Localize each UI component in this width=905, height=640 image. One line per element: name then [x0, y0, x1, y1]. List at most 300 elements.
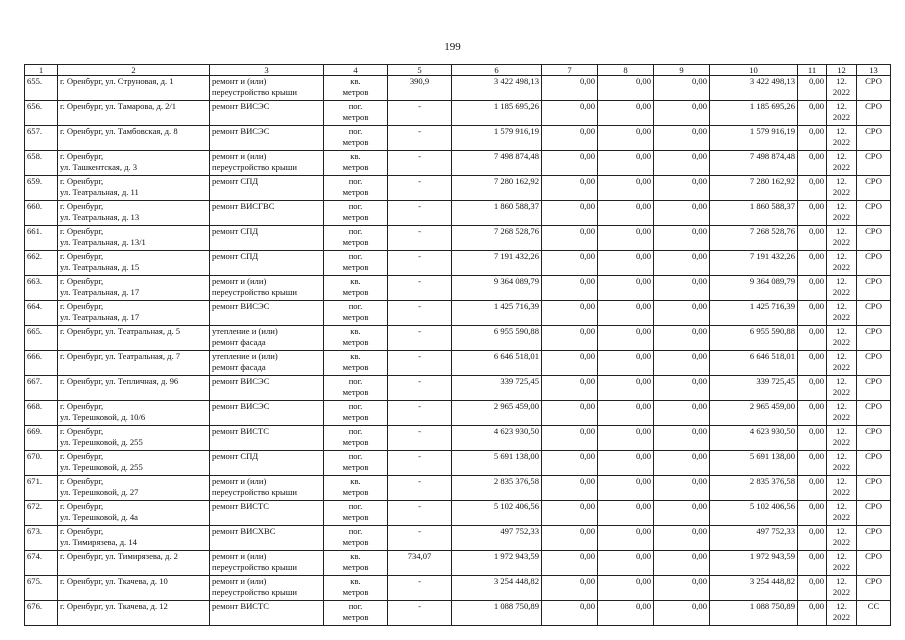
work-type-cell: [210, 301, 324, 326]
funding-cell: [542, 501, 598, 526]
method-cell: [857, 326, 891, 351]
row-number: [25, 301, 58, 326]
date-cell-line: 12.: [836, 576, 847, 586]
method-cell-line: СРО: [865, 151, 882, 161]
cost-cell-line: 7 268 528,76: [493, 226, 539, 236]
method-cell-line: СРО: [865, 101, 882, 111]
total-cell: [710, 201, 798, 226]
funding-cell: [598, 351, 654, 376]
volume-cell: [388, 176, 452, 201]
method-cell: [857, 201, 891, 226]
work-type-cell-line: переустройство крыши: [212, 561, 297, 572]
cost-cell: [452, 201, 542, 226]
total-cell-line: 1 088 750,89: [749, 601, 795, 611]
funding-cell-line: 0,00: [808, 351, 824, 361]
unit-cell: [324, 76, 388, 101]
row-number-line: 674.: [27, 551, 43, 561]
unit-cell-line: метров: [342, 86, 369, 97]
date-cell-line: 12.: [836, 226, 847, 236]
work-type-cell-line: ремонт ВИСТС: [212, 426, 270, 436]
column-number: 2: [58, 65, 210, 76]
unit-cell-line: пог.: [348, 426, 363, 436]
row-number-line: 670.: [27, 451, 43, 461]
funding-cell-line: 0,00: [579, 551, 595, 561]
method-cell-line: СРО: [865, 126, 882, 136]
work-type-cell: [210, 551, 324, 576]
unit-cell-line: метров: [342, 336, 369, 347]
funding-cell-line: 0,00: [579, 251, 595, 261]
funding-cell: [542, 126, 598, 151]
unit-cell: [324, 201, 388, 226]
unit-cell-line: пог.: [348, 601, 363, 611]
address-cell-line: ул. Терешковой, д. 27: [60, 486, 139, 497]
table-row: [25, 276, 891, 301]
method-cell-line: СРО: [865, 351, 882, 361]
funding-cell-line: 0,00: [691, 101, 707, 111]
address-cell-line: г. Оренбург, ул. Театральная, д. 5: [60, 326, 181, 336]
cost-cell: [452, 301, 542, 326]
column-number: 10: [710, 65, 798, 76]
date-cell: [827, 276, 857, 301]
address-cell-line: ул. Терешковой, д. 255: [60, 461, 143, 472]
funding-cell-line: 0,00: [635, 501, 651, 511]
funding-cell-line: 0,00: [579, 576, 595, 586]
unit-cell: [324, 601, 388, 626]
table-row: [25, 351, 891, 376]
method-cell: [857, 576, 891, 601]
volume-cell-line: -: [418, 576, 421, 586]
work-type-cell: [210, 351, 324, 376]
total-cell: [710, 551, 798, 576]
method-cell: [857, 526, 891, 551]
work-type-cell: [210, 476, 324, 501]
column-number: 9: [654, 65, 710, 76]
date-cell-line: 12.: [836, 176, 847, 186]
funding-cell: [542, 576, 598, 601]
method-cell-line: СРО: [865, 176, 882, 186]
table-row: [25, 551, 891, 576]
table-row: [25, 451, 891, 476]
table-row: [25, 576, 891, 601]
row-number: [25, 251, 58, 276]
address-cell: [58, 251, 210, 276]
date-cell-line: 2022: [832, 336, 851, 347]
method-cell-line: СРО: [865, 501, 882, 511]
funding-cell: [798, 151, 827, 176]
date-cell-line: 2022: [832, 586, 851, 597]
funding-cell: [654, 301, 710, 326]
row-number: [25, 101, 58, 126]
address-cell: [58, 401, 210, 426]
funding-cell: [598, 251, 654, 276]
volume-cell: [388, 151, 452, 176]
funding-cell-line: 0,00: [691, 476, 707, 486]
funding-cell-line: 0,00: [691, 126, 707, 136]
work-type-cell-line: ремонт ВИСЭС: [212, 101, 270, 111]
column-number: 1: [25, 65, 58, 76]
date-cell-line: 12.: [836, 501, 847, 511]
date-cell: [827, 301, 857, 326]
funding-cell-line: 0,00: [635, 176, 651, 186]
funding-cell: [598, 576, 654, 601]
method-cell: [857, 276, 891, 301]
funding-cell-line: 0,00: [635, 201, 651, 211]
address-cell-line: г. Оренбург, ул. Тимирязева, д. 2: [60, 551, 178, 561]
volume-cell-line: -: [418, 526, 421, 536]
funding-cell-line: 0,00: [579, 76, 595, 86]
funding-cell: [542, 101, 598, 126]
funding-cell: [598, 376, 654, 401]
unit-cell-line: метров: [342, 561, 369, 572]
volume-cell: [388, 401, 452, 426]
funding-cell: [654, 326, 710, 351]
funding-cell: [654, 251, 710, 276]
funding-cell-line: 0,00: [579, 176, 595, 186]
funding-cell: [542, 301, 598, 326]
method-cell: [857, 176, 891, 201]
funding-cell-line: 0,00: [635, 376, 651, 386]
unit-cell: [324, 526, 388, 551]
volume-cell: [388, 301, 452, 326]
date-cell: [827, 551, 857, 576]
work-type-cell-line: ремонт фасада: [212, 336, 266, 347]
method-cell-line: СРО: [865, 226, 882, 236]
work-type-cell-line: ремонт и (или): [212, 476, 267, 486]
cost-cell: [452, 326, 542, 351]
date-cell: [827, 76, 857, 101]
unit-cell: [324, 376, 388, 401]
method-cell-line: СРО: [865, 576, 882, 586]
date-cell-line: 2022: [832, 211, 851, 222]
funding-cell: [542, 401, 598, 426]
funding-cell-line: 0,00: [635, 526, 651, 536]
row-number-line: 661.: [27, 226, 43, 236]
column-number: 3: [210, 65, 324, 76]
method-cell: [857, 501, 891, 526]
total-cell: [710, 526, 798, 551]
cost-cell: [452, 576, 542, 601]
method-cell: [857, 76, 891, 101]
funding-cell: [654, 201, 710, 226]
row-number: [25, 151, 58, 176]
funding-cell: [798, 226, 827, 251]
funding-cell: [542, 276, 598, 301]
table-row: [25, 476, 891, 501]
volume-cell: [388, 351, 452, 376]
unit-cell-line: кв.: [350, 576, 361, 586]
unit-cell-line: кв.: [350, 276, 361, 286]
total-cell-line: 2 965 459,00: [749, 401, 795, 411]
funding-cell: [542, 476, 598, 501]
total-cell: [710, 351, 798, 376]
volume-cell-line: -: [418, 501, 421, 511]
date-cell: [827, 176, 857, 201]
date-cell: [827, 151, 857, 176]
date-cell-line: 2022: [832, 536, 851, 547]
work-type-cell-line: утепление и (или): [212, 326, 278, 336]
date-cell-line: 12.: [836, 151, 847, 161]
unit-cell-line: кв.: [350, 351, 361, 361]
address-cell: [58, 176, 210, 201]
row-number-line: 669.: [27, 426, 43, 436]
date-cell-line: 2022: [832, 111, 851, 122]
address-cell: [58, 201, 210, 226]
unit-cell: [324, 326, 388, 351]
funding-cell: [598, 501, 654, 526]
address-cell-line: г. Оренбург,: [60, 276, 104, 286]
unit-cell-line: кв.: [350, 151, 361, 161]
volume-cell: [388, 501, 452, 526]
cost-cell-line: 5 102 406,56: [493, 501, 539, 511]
work-type-cell-line: ремонт ВИСЭС: [212, 401, 270, 411]
work-type-cell-line: ремонт СПД: [212, 251, 259, 261]
cost-cell: [452, 101, 542, 126]
funding-cell: [598, 76, 654, 101]
row-number: [25, 326, 58, 351]
volume-cell-line: -: [418, 326, 421, 336]
funding-cell: [654, 451, 710, 476]
date-cell-line: 2022: [832, 561, 851, 572]
address-cell-line: ул. Театральная, д. 13: [60, 211, 140, 222]
volume-cell-line: 734,07: [407, 551, 432, 561]
funding-cell-line: 0,00: [808, 301, 824, 311]
address-cell: [58, 476, 210, 501]
funding-cell-line: 0,00: [808, 601, 824, 611]
funding-cell-line: 0,00: [808, 201, 824, 211]
total-cell: [710, 126, 798, 151]
cost-cell: [452, 251, 542, 276]
total-cell-line: 6 646 518,01: [749, 351, 795, 361]
funding-cell: [542, 76, 598, 101]
date-cell-line: 2022: [832, 261, 851, 272]
funding-cell: [654, 426, 710, 451]
address-cell: [58, 601, 210, 626]
unit-cell-line: пог.: [348, 226, 363, 236]
unit-cell: [324, 476, 388, 501]
cost-cell-line: 497 752,33: [500, 526, 539, 536]
total-cell: [710, 176, 798, 201]
funding-cell: [798, 426, 827, 451]
cost-cell-line: 1 579 916,19: [493, 126, 539, 136]
volume-cell-line: -: [418, 151, 421, 161]
funding-cell: [654, 351, 710, 376]
row-number: [25, 526, 58, 551]
work-type-cell-line: переустройство крыши: [212, 586, 297, 597]
address-cell-line: г. Оренбург,: [60, 401, 104, 411]
funding-cell: [542, 451, 598, 476]
address-cell: [58, 501, 210, 526]
unit-cell-line: метров: [342, 136, 369, 147]
work-type-cell: [210, 501, 324, 526]
date-cell-line: 12.: [836, 526, 847, 536]
funding-cell: [542, 226, 598, 251]
cost-cell-line: 3 422 498,13: [493, 76, 539, 86]
funding-cell: [798, 326, 827, 351]
funding-cell: [598, 226, 654, 251]
cost-cell-line: 1 860 588,37: [493, 201, 539, 211]
unit-cell: [324, 226, 388, 251]
unit-cell: [324, 276, 388, 301]
total-cell: [710, 501, 798, 526]
funding-cell-line: 0,00: [691, 326, 707, 336]
date-cell-line: 2022: [832, 186, 851, 197]
total-cell: [710, 401, 798, 426]
date-cell: [827, 601, 857, 626]
funding-cell: [654, 576, 710, 601]
column-number: 8: [598, 65, 654, 76]
funding-cell-line: 0,00: [579, 401, 595, 411]
total-cell: [710, 326, 798, 351]
funding-cell: [654, 176, 710, 201]
method-cell-line: СРО: [865, 426, 882, 436]
funding-cell: [798, 301, 827, 326]
funding-cell: [654, 101, 710, 126]
table-row: [25, 426, 891, 451]
volume-cell-line: -: [418, 476, 421, 486]
method-cell: [857, 426, 891, 451]
funding-cell: [654, 376, 710, 401]
date-cell-line: 2022: [832, 311, 851, 322]
row-number-line: 659.: [27, 176, 43, 186]
row-number-line: 662.: [27, 251, 43, 261]
address-cell-line: г. Оренбург,: [60, 526, 104, 536]
funding-cell-line: 0,00: [808, 426, 824, 436]
funding-cell: [654, 226, 710, 251]
funding-cell: [598, 551, 654, 576]
funding-cell: [598, 276, 654, 301]
table-row: [25, 526, 891, 551]
funding-cell: [542, 426, 598, 451]
date-cell: [827, 201, 857, 226]
cost-cell-line: 3 254 448,82: [493, 576, 539, 586]
cost-cell: [452, 501, 542, 526]
volume-cell: [388, 326, 452, 351]
address-cell: [58, 276, 210, 301]
method-cell-line: СРО: [865, 201, 882, 211]
cost-cell-line: 7 498 874,48: [493, 151, 539, 161]
date-cell-line: 12.: [836, 401, 847, 411]
total-cell: [710, 151, 798, 176]
cost-cell: [452, 276, 542, 301]
address-cell-line: г. Оренбург, ул. Ткачева, д. 12: [60, 601, 168, 611]
cost-cell: [452, 76, 542, 101]
address-cell-line: ул. Театральная, д. 11: [60, 186, 139, 197]
funding-cell-line: 0,00: [635, 326, 651, 336]
funding-cell-line: 0,00: [635, 276, 651, 286]
unit-cell-line: метров: [342, 111, 369, 122]
funding-cell-line: 0,00: [808, 251, 824, 261]
total-cell-line: 5 102 406,56: [749, 501, 795, 511]
cost-cell: [452, 176, 542, 201]
address-cell-line: ул. Терешковой, д. 4а: [60, 511, 138, 522]
address-cell-line: г. Оренбург,: [60, 451, 104, 461]
funding-cell: [598, 601, 654, 626]
cost-cell: [452, 151, 542, 176]
cost-cell-line: 1 425 716,39: [493, 301, 539, 311]
funding-cell: [654, 151, 710, 176]
work-type-cell-line: ремонт и (или): [212, 76, 267, 86]
work-type-cell: [210, 151, 324, 176]
funding-cell-line: 0,00: [635, 351, 651, 361]
address-cell: [58, 526, 210, 551]
table-row: [25, 101, 891, 126]
work-type-cell-line: ремонт и (или): [212, 576, 267, 586]
funding-cell-line: 0,00: [691, 601, 707, 611]
funding-cell-line: 0,00: [691, 401, 707, 411]
date-cell: [827, 101, 857, 126]
funding-cell: [542, 151, 598, 176]
unit-cell-line: пог.: [348, 126, 363, 136]
unit-cell-line: пог.: [348, 526, 363, 536]
date-cell-line: 2022: [832, 611, 851, 622]
funding-cell-line: 0,00: [579, 201, 595, 211]
unit-cell-line: пог.: [348, 501, 363, 511]
unit-cell-line: метров: [342, 486, 369, 497]
date-cell-line: 2022: [832, 436, 851, 447]
funding-cell-line: 0,00: [635, 301, 651, 311]
work-type-cell: [210, 126, 324, 151]
date-cell-line: 2022: [832, 461, 851, 472]
funding-cell-line: 0,00: [691, 376, 707, 386]
repair-registry-table: [24, 64, 891, 626]
row-number-line: 672.: [27, 501, 43, 511]
work-type-cell: [210, 226, 324, 251]
method-cell-line: СРО: [865, 326, 882, 336]
funding-cell-line: 0,00: [808, 126, 824, 136]
funding-cell-line: 0,00: [691, 551, 707, 561]
funding-cell-line: 0,00: [635, 101, 651, 111]
funding-cell-line: 0,00: [691, 176, 707, 186]
unit-cell-line: метров: [342, 186, 369, 197]
funding-cell: [598, 201, 654, 226]
funding-cell-line: 0,00: [691, 576, 707, 586]
method-cell-line: СРО: [865, 276, 882, 286]
work-type-cell-line: ремонт фасада: [212, 361, 266, 372]
total-cell-line: 6 955 590,88: [749, 326, 795, 336]
method-cell-line: СРО: [865, 251, 882, 261]
volume-cell: [388, 76, 452, 101]
address-cell-line: г. Оренбург,: [60, 176, 104, 186]
row-number: [25, 551, 58, 576]
unit-cell-line: метров: [342, 461, 369, 472]
method-cell-line: СРО: [865, 76, 882, 86]
cost-cell: [452, 451, 542, 476]
funding-cell: [542, 376, 598, 401]
address-cell-line: ул. Терешковой, д. 10/6: [60, 411, 146, 422]
funding-cell: [798, 601, 827, 626]
funding-cell: [654, 526, 710, 551]
column-number: 6: [452, 65, 542, 76]
funding-cell-line: 0,00: [691, 76, 707, 86]
volume-cell-line: -: [418, 176, 421, 186]
date-cell-line: 2022: [832, 86, 851, 97]
unit-cell-line: кв.: [350, 326, 361, 336]
date-cell-line: 12.: [836, 376, 847, 386]
address-cell-line: г. Оренбург,: [60, 251, 104, 261]
funding-cell-line: 0,00: [691, 251, 707, 261]
row-number: [25, 576, 58, 601]
address-cell: [58, 76, 210, 101]
row-number-line: 660.: [27, 201, 43, 211]
unit-cell-line: пог.: [348, 251, 363, 261]
work-type-cell: [210, 76, 324, 101]
volume-cell: [388, 476, 452, 501]
unit-cell: [324, 101, 388, 126]
funding-cell-line: 0,00: [691, 276, 707, 286]
volume-cell: [388, 126, 452, 151]
funding-cell-line: 0,00: [579, 376, 595, 386]
date-cell-line: 2022: [832, 386, 851, 397]
